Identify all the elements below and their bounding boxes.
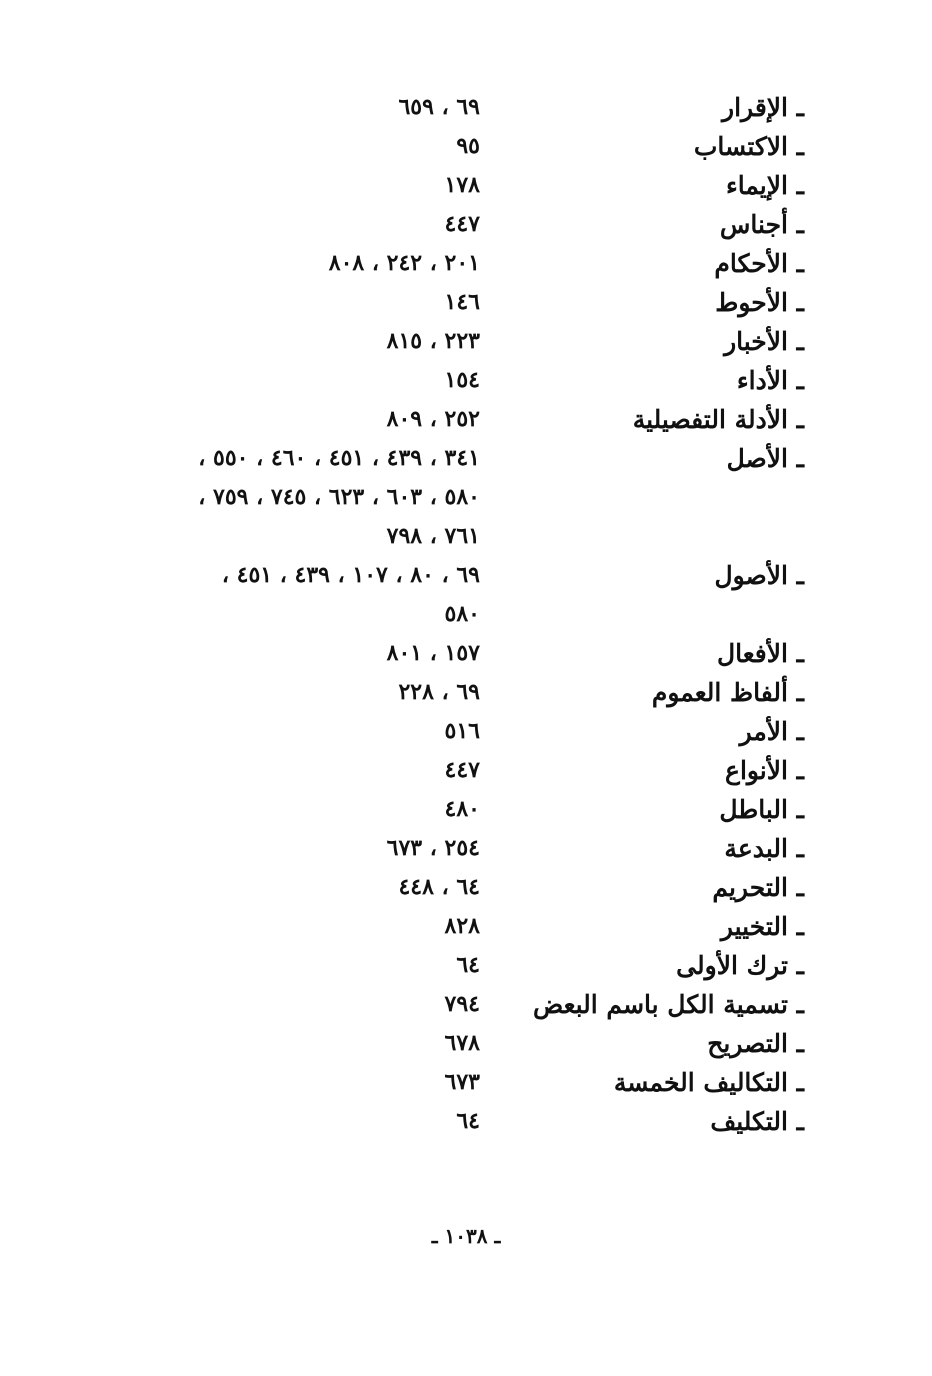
index-entry: [0, 634, 932, 673]
index-term: ـ التصريح: [707, 1029, 804, 1058]
index-entry: [0, 868, 932, 907]
index-entry: [0, 556, 932, 634]
page-reference-line: ٤٨٠: [444, 796, 480, 822]
page-reference-line: ١٥٤: [444, 367, 480, 393]
index-entry: [0, 127, 932, 166]
index-entry: [0, 439, 932, 556]
index-entry: [0, 907, 932, 946]
index-entry: [0, 322, 932, 361]
page-reference-line: ٦٧٣: [444, 1069, 480, 1095]
index-entry: [0, 1024, 932, 1063]
page-reference-line: ٦٤ ، ٤٤٨: [398, 874, 480, 900]
index-term: ـ أجناس: [719, 210, 804, 239]
page-references: [120, 712, 480, 751]
page-references: [120, 88, 480, 127]
index-term: ـ التكاليف الخمسة: [613, 1068, 804, 1097]
page-reference-line: ٢٥٢ ، ٨٠٩: [386, 406, 480, 432]
page-reference-line: ٤٤٧: [444, 757, 480, 783]
page-references: [120, 1063, 480, 1102]
page-number: ـ ١٠٣٨ ـ: [431, 1224, 501, 1248]
index-term: ـ الأنواع: [725, 756, 804, 785]
index-term: ـ الأدلة التفصيلية: [632, 405, 804, 434]
index-term: ـ التكليف: [710, 1107, 804, 1136]
page-references: [120, 634, 480, 673]
index-term: ـ الأحوط: [715, 288, 804, 317]
page-references: [120, 751, 480, 790]
page-reference-line: ٣٤١ ، ٤٣٩ ، ٤٥١ ، ٤٦٠ ، ٥٥٠ ،: [198, 445, 480, 471]
index-term: ـ الإيماء: [725, 171, 804, 200]
page-references: [120, 868, 480, 907]
page-references: [120, 127, 480, 166]
page-references: [120, 439, 480, 556]
index-entry: [0, 829, 932, 868]
page-reference-line: ٦٩ ، ٢٢٨: [398, 679, 480, 705]
page-reference-line: ٧٩٤: [444, 991, 480, 1017]
page-reference-line: ٥٨٠ ، ٦٠٣ ، ٦٢٣ ، ٧٤٥ ، ٧٥٩ ،: [198, 484, 480, 510]
page-references: [120, 790, 480, 829]
page-reference-line: ٩٥: [456, 133, 480, 159]
page-references: [120, 322, 480, 361]
index-entry: [0, 1102, 932, 1141]
index-term: ـ ألفاظ العموم: [651, 678, 804, 707]
index-entry: [0, 205, 932, 244]
page-reference-line: ٧٦١ ، ٧٩٨: [386, 523, 480, 549]
page-reference-line: ٦٤: [456, 952, 480, 978]
index-entry: [0, 712, 932, 751]
page-reference-line: ٢٢٣ ، ٨١٥: [386, 328, 480, 354]
index-term: ـ الأفعال: [716, 639, 804, 668]
page-references: [120, 244, 480, 283]
index-entry: [0, 166, 932, 205]
page-reference-line: ٥٨٠: [444, 601, 480, 627]
index-entry: [0, 361, 932, 400]
index-entry: [0, 751, 932, 790]
subject-index-list: [0, 88, 932, 1141]
page-references: [120, 985, 480, 1024]
index-term: ـ التحريم: [712, 873, 804, 902]
index-term: ـ الأحكام: [714, 249, 804, 278]
index-term: ـ الأمر: [739, 717, 804, 746]
page-references: [120, 946, 480, 985]
page-references: [120, 1102, 480, 1141]
page-references: [120, 1024, 480, 1063]
page-reference-line: ١٥٧ ، ٨٠١: [386, 640, 480, 666]
page-references: [120, 673, 480, 712]
page-references: [120, 166, 480, 205]
index-term: ـ الأداء: [736, 366, 804, 395]
page-reference-line: ١٤٦: [444, 289, 480, 315]
index-entry: [0, 790, 932, 829]
page-reference-line: ٦٤: [456, 1108, 480, 1134]
page-reference-line: ٤٤٧: [444, 211, 480, 237]
page-reference-line: ٢٠١ ، ٢٤٢ ، ٨٠٨: [328, 250, 480, 276]
index-term: ـ الاكتساب: [693, 132, 804, 161]
index-entry: [0, 244, 932, 283]
page-references: [120, 556, 480, 634]
index-term: ـ البدعة: [724, 834, 804, 863]
page-references: [120, 283, 480, 322]
index-term: ـ الأخبار: [724, 327, 804, 356]
index-term: ـ الأصل: [726, 444, 804, 473]
page-reference-line: ١٧٨: [444, 172, 480, 198]
page-references: [120, 907, 480, 946]
page-reference-line: ٥١٦: [444, 718, 480, 744]
index-entry: [0, 283, 932, 322]
index-entry: [0, 1063, 932, 1102]
page-references: [120, 400, 480, 439]
page-reference-line: ٦٧٨: [444, 1030, 480, 1056]
page-references: [120, 361, 480, 400]
page-reference-line: ٦٩ ، ٦٥٩: [398, 94, 480, 120]
index-entry: [0, 946, 932, 985]
index-entry: [0, 88, 932, 127]
index-term: ـ الأصول: [714, 561, 804, 590]
page-references: [120, 205, 480, 244]
index-term: ـ التخيير: [720, 912, 804, 941]
index-term: ـ تسمية الكل باسم البعض: [532, 990, 804, 1019]
index-entry: [0, 400, 932, 439]
page-reference-line: ٨٢٨: [444, 913, 480, 939]
index-entry: [0, 985, 932, 1024]
index-term: ـ الباطل: [719, 795, 804, 824]
page-reference-line: ٢٥٤ ، ٦٧٣: [386, 835, 480, 861]
index-entry: [0, 673, 932, 712]
page-references: [120, 829, 480, 868]
index-term: ـ الإقرار: [722, 93, 804, 122]
page-reference-line: ٦٩ ، ٨٠ ، ١٠٧ ، ٤٣٩ ، ٤٥١ ،: [221, 562, 480, 588]
index-term: ـ ترك الأولى: [676, 951, 804, 980]
